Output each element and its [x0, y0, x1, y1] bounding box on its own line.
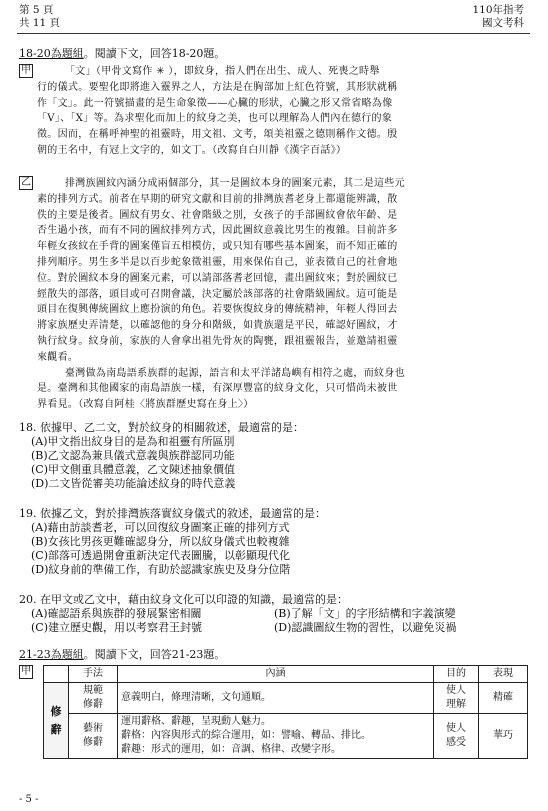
passage-line: 位。對於圖紋本身的圖案元素，可以請部落耆老回憶，畫出圖紋來；對於圖紋已 [37, 272, 398, 284]
option-b[interactable]: (B)乙文認為兼具儀式意義與族群認同功能 [31, 449, 235, 462]
passage-line: 朝的王名中，有冠上文字的，如文丁。（改寫自白川靜《漢字百話》） [37, 144, 347, 156]
passage-line: 來觀看。 [37, 351, 79, 363]
exam-title: 110年指考 [472, 4, 524, 16]
option-d[interactable]: (D)紋身前的準備工作，有助於認識家族史及身分位階 [31, 563, 291, 576]
section-18-20-heading: 18-20為題組。閱讀下文，回答18-20題。 [19, 47, 226, 60]
option-d[interactable]: (D)認識圖紋生物的習性，以避免災禍 [274, 621, 457, 634]
passage-line: 佚的主要是後者。圖紋有男女、社會階級之別，女孩子的手部圖紋會依年齡、是 [37, 209, 398, 221]
option-a[interactable]: (A)甲文指出紋身目的是為和祖靈有所區別 [31, 435, 235, 448]
passage-line: 經散失的部落，頭目或可召開會議，決定屬於該部落的社會階級圖紋。這可能是 [37, 288, 398, 300]
question-stem: 19. 依據乙文，對於排灣族落實紋身儀式的敘述，最適當的是： [19, 507, 326, 520]
passage-line: 頭目在復興傳統圖紋上應扮演的角色。若要恢復紋身的傳統精神，年輕人得回去 [37, 304, 398, 316]
effect-cell: 華巧 [479, 714, 528, 759]
subject-title: 國文考科 [482, 17, 524, 29]
table-row [44, 683, 528, 714]
page-header-right [472, 4, 524, 30]
option-d[interactable]: (D)二文皆從審美功能論述紋身的時代意義 [31, 477, 236, 490]
total-pages-line: 共 11 頁 [19, 17, 61, 29]
option-c[interactable]: (C)甲文側重具體意義，乙文陳述抽象價值 [31, 463, 235, 476]
passage-jia-label: 甲 [21, 65, 31, 76]
page-footer: - 5 - [19, 794, 39, 805]
purpose-cell: 使人 感受 [434, 714, 479, 759]
rhetoric-table [43, 665, 528, 759]
passage-line: 排灣族圖紋內涵分成兩個部分，其一是圖紋本身的圖案元素，其二是這些元 [65, 178, 405, 189]
page-header-left [19, 4, 60, 30]
question-stem: 20. 在甲文或乙文中，藉由紋身文化可以印證的知識，最適當的是： [19, 593, 348, 606]
passage-line: 「文」（甲骨文寫作 ✳ ），即紋身，指人們在出生、成人、死喪之時舉 [65, 66, 380, 77]
technique-cell: 藝術 修辭 [69, 714, 118, 759]
passage-yi-label: 乙 [21, 177, 31, 188]
table-header-row [44, 666, 528, 683]
question-19 [19, 507, 528, 577]
question-stem: 18. 依據甲、乙二文，對於紋身的相關敘述，最適當的是： [19, 421, 304, 434]
passage-jia2-label: 甲 [21, 666, 31, 677]
table-header: 內涵 [118, 666, 434, 683]
passage-line: 否生過小孩，而有不同的圖紋排列方式，因此圖紋意義比男生的複雜。目前許多 [37, 225, 398, 237]
option-a[interactable]: (A)確認語系與族群的發展緊密相關 [31, 607, 202, 620]
passage-line: 行的儀式。要聖化即將進入靈界之人，方法是在胸部加上紅色符號，其形狀就稱 [37, 81, 398, 93]
passage-line: 執行紋身。紋身前，家族的人會拿出祖先骨灰的陶甕，跟祖靈報告，並邀請祖靈 [37, 335, 398, 347]
purpose-cell: 使人 理解 [434, 683, 479, 714]
table-header: 目的 [434, 666, 479, 683]
option-a[interactable]: (A)藉由訪談耆老，可以回復紋身圖案正確的排列方式 [31, 521, 290, 534]
passage-line: 臺灣做為南島語系族群的起源，語言和太平洋諸島嶼有相符之處，而紋身也 [65, 367, 405, 379]
technique-cell: 規範 修辭 [69, 683, 118, 714]
passage-line: 作「文」。此一符號描畫的是生命象徵——心臟的形狀，心臟之形又常省略為像 [37, 97, 393, 109]
passage-line: 徵。因而，在稱呼神聖的祖靈時，用文祖、文考，頌美祖靈之德則稱作文德。殷 [37, 129, 398, 141]
content-cell: 意義明白，條理清晰，文句通順。 [118, 683, 434, 714]
passage-yi [37, 176, 527, 413]
passage-line: 界看見。（改寫自阿桂〈將族群歷史寫在身上〉） [37, 399, 254, 411]
option-b[interactable]: (B)女孩比男孩更難確認身分，所以紋身儀式也較複雜 [31, 535, 290, 548]
section-21-23-heading: 21-23為題組。閱讀下文，回答21-23題。 [19, 648, 226, 661]
passage-line: 「V」、「X」等。為求聖化而加上的紋身之美，也可以理解為人們內在德行的象 [37, 113, 393, 125]
table-header: 表現 [479, 666, 528, 683]
passage-jia [37, 64, 527, 159]
passage-line: 素的排列方式。前者在早期的研究文獻和目前的排灣族耆老身上都還能辨識，散 [37, 193, 398, 205]
passage-line: 年輕女孩紋在手背的圖案僅盲五相模仿，或只知有哪些基本圖案，而不知正確的 [37, 241, 398, 253]
option-c[interactable]: (C)建立歷史觀，用以考察君王封號 [31, 621, 202, 634]
page-number-line: 第 5 頁 [19, 4, 54, 16]
table-header: 手法 [69, 666, 118, 683]
table-row [44, 714, 528, 759]
passage-line: 是。臺灣和其他國家的南島語族一樣，有深厚豐富的紋身文化，只可惜尚未被世 [37, 383, 398, 395]
side-label: 修辭 [44, 683, 69, 759]
option-b[interactable]: (B)了解「文」的字形結構和字義演變 [274, 607, 456, 620]
content-cell: 運用辭格、辭趣，呈現動人魅力。 辭格：內容與形式的綜合運用，如：譬喻、轉品、排比。 辭趣：形式的運用，如：音調、格律、改變字形。 [118, 714, 434, 759]
question-20 [19, 593, 528, 635]
header-divider [17, 33, 530, 34]
question-18 [19, 421, 528, 491]
effect-cell: 精確 [479, 683, 528, 714]
option-c[interactable]: (C)部落可透過開會重新決定代表圖騰，以彰顯現代化 [31, 549, 290, 562]
passage-line: 將家族歷史弄清楚，以確認他的身分和階級，如貴族還是平民，確認好圖紋，才 [37, 320, 398, 332]
passage-line: 排列順序。男生多半是以百步蛇象徵祖靈，用來保佑自己，並表徵自己的社會地 [37, 256, 398, 268]
